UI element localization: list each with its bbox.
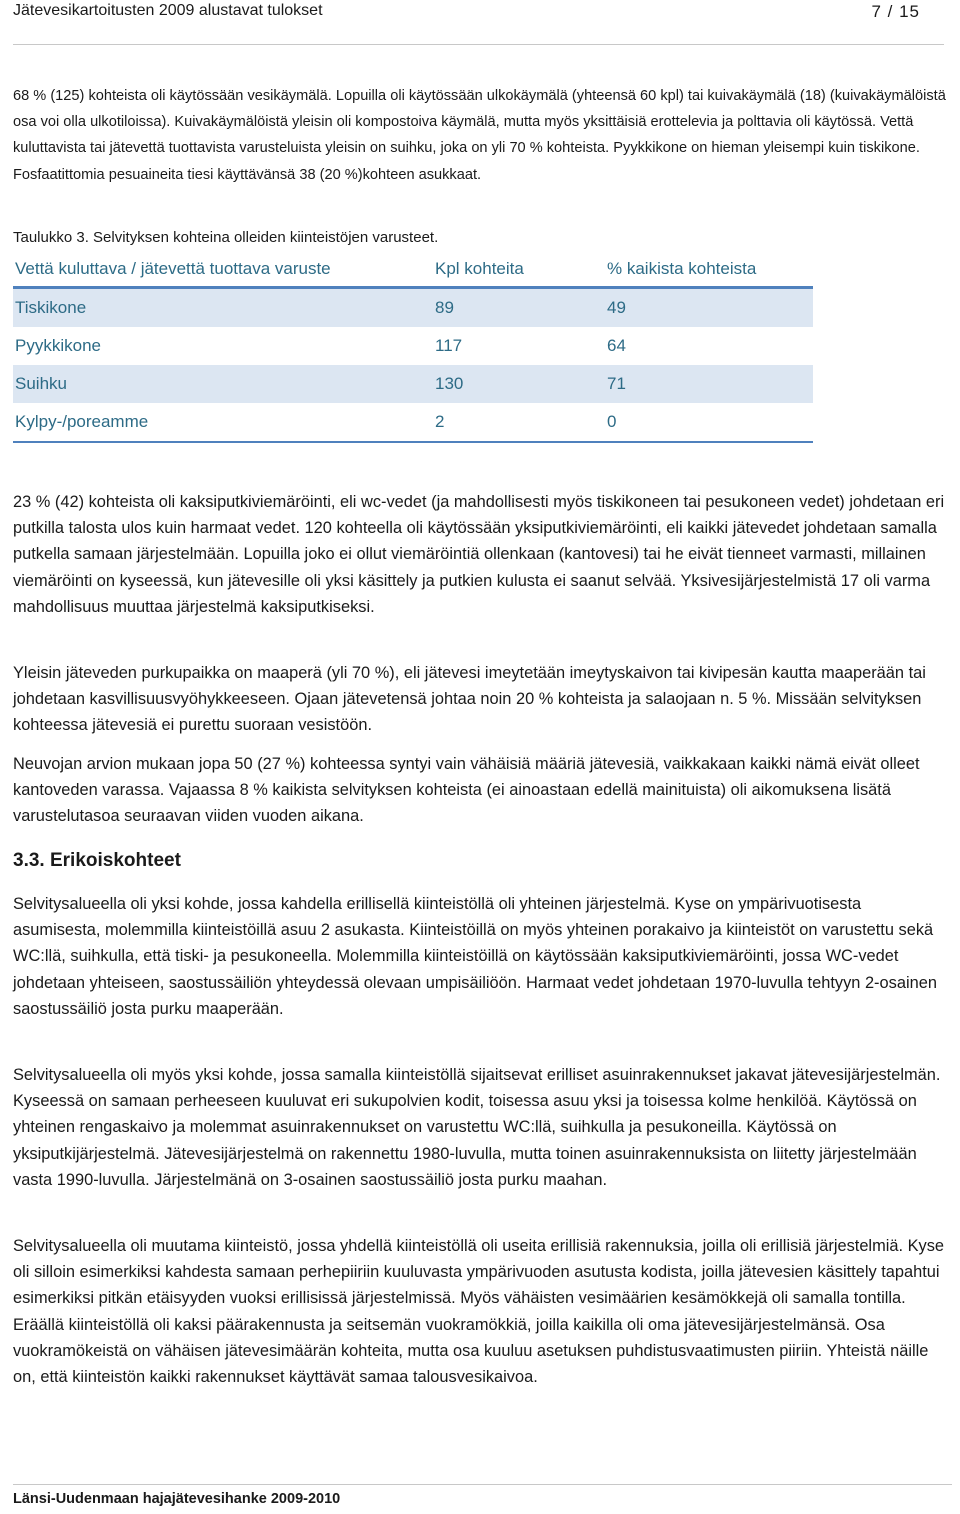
paragraph-special-1: Selvitysalueella oli yksi kohde, jossa kahdella erillisellä kiinteistöllä oli yhteinen järjestelmä. Kyse on ympärivuotisesta asumisesta, molemmilla kiinteistöillä asuu 2 asukasta. Kiinteistöillä on myös yhteinen porakaivo ja kiinteistöt on varustettu sekä WC:llä, suihkulla, että tiski- ja pesukoneella. Molemmilla kiinteistöillä on käytössään kaksiputkiviemäröinti, jossa WC-vedet johdetaan yhteiseen, saostussäiliön yhteydessä olevaan umpisäiliöön. Harmaat vedet johdetaan 1970-luvulla tehtyyn 2-osainen saostussäiliö josta purku maaperään. xyxy=(13,895,937,1018)
paragraph-advisor: Neuvojan arvion mukaan jopa 50 (27 %) kohteessa syntyi vain vähäisiä määriä jätevesiä, vaikkakaan kaikki nämä eivät olleet kantoveden varassa. Vajaassa 8 % kaikista selvityksen kohteista (ei ainoastaan edellä mainituista) oli aikomuksena lisätä varustelutasoa seuraavan viiden vuoden aikana. xyxy=(13,755,920,826)
column-header: Kpl kohteita xyxy=(433,252,605,288)
table-row xyxy=(13,327,813,365)
page-number: 7 / 15 xyxy=(871,2,920,21)
table-cell: Kylpy-/poreamme xyxy=(13,403,433,442)
table-cell: 2 xyxy=(433,403,605,442)
table-header-row xyxy=(13,252,813,288)
table-row xyxy=(13,403,813,442)
section-heading: 3.3. Erikoiskohteet xyxy=(13,850,181,871)
table-cell: Suihku xyxy=(13,365,433,403)
table-cell: Pyykkikone xyxy=(15,336,101,355)
column-header: Vettä kuluttava / jätevettä tuottava varuste xyxy=(13,252,433,288)
table-cell: Tiskikone xyxy=(13,288,433,328)
footer-text: Länsi-Uudenmaan hajajätevesihanke 2009-2010 xyxy=(13,1491,341,1507)
table-cell: 89 xyxy=(433,288,605,328)
table-cell: 0 xyxy=(605,403,813,442)
table-row xyxy=(13,288,813,328)
table-cell: 130 xyxy=(433,365,605,403)
header-title: Jätevesikartoitusten 2009 alustavat tulokset xyxy=(13,2,323,19)
table-caption: Taulukko 3. Selvityksen kohteina olleiden kiinteistöjen varusteet. xyxy=(13,229,439,246)
paragraph-discharge: Yleisin jäteveden purkupaikka on maaperä (yli 70 %), eli jätevesi imeytetään imeytyskaivon tai kivipesän kautta maaperään tai johdetaan kasvillisuusvyöhykkeeseen. Ojaan jätevetensä johtaa noin 20 % kohteista ja salaojaan n. 5 %. Missään selvityksen kohteessa jätevesiä ei purettu suoraan vesistöön. xyxy=(13,664,926,735)
table-cell: 49 xyxy=(605,288,813,328)
table-row xyxy=(13,365,813,403)
paragraph-drainage: 23 % (42) kohteista oli kaksiputkiviemäröinti, eli wc-vedet (ja mahdollisesti myös tiskikoneen tai pesukoneen vedet) johdetaan eri putkilla talosta ulos kuin harmaat vedet. 120 kohteella oli käytössään yksiputkiviemäröinti, eli kaikki jätevedet johdetaan samalla putkella samaan järjestelmään. Lopuilla joko ei ollut viemäröintiä ollenkaan (kantovesi) tai he eivät tienneet varmasti, millainen viemäröinti on kyseessä, kun jätevesille oli yksi käsittely ja putkien kulusta ei saanut selvää. Yksivesijärjestelmistä 17 oli varma mahdollisuus muuttaa järjestelmä kaksiputkiseksi. xyxy=(13,493,945,616)
table-cell: 64 xyxy=(607,336,626,355)
table-cell: 117 xyxy=(435,336,463,355)
paragraph-special-3: Selvitysalueella oli muutama kiinteistö, jossa yhdellä kiinteistöllä oli useita erillisiä rakennuksia, joilla oli erillisiä järjestelmiä. Kyse oli silloin esimerkiksi kahdesta samaan perhepiiriin kuuluvasta ympärivuoden asutusta kodista, joilla jätevesien käsittely tapahtui esimerkiksi pitkän etäisyyden vuoksi erillisissä järjestelmissä. Myös vähäisten vesimäärien kesämökkejä oli samalla tontilla. Eräällä kiinteistöllä oli kaksi päärakennusta ja seitsemän vuokramökkiä, joilla kaikilla oli oma jätevesijärjestelmänsä. Osa vuokramökeistä on vähäisen jätevesimäärän kohteita, mutta osa kuuluu asetuksen puhdistusvaatimusten piiriin. Yhteistä näille on, että kiinteistön kaikki rakennukset käyttävät samaa talousvesikaivoa. xyxy=(13,1237,945,1387)
paragraph-special-2: Selvitysalueella oli myös yksi kohde, jossa samalla kiinteistöllä sijaitsevat erilliset asuinrakennukset jakavat jätevesijärjestelmän. Kyseessä on samaan perheeseen kuuluvat eri sukupolvien kodit, toisessa asuu yksi ja toisessa kolme henkilöä. Käytössä on yhteinen rengaskaivo ja molemmat asuinrakennukset on varustettu WC:llä, suihkulla ja pesukoneilla. Käytössä on yksiputkijärjestelmä. Jätevesijärjestelmä on rakennettu 1980-luvulla, mutta toinen asuinrakennuksista on liitetty järjestelmään vasta 1990-luvulla. Järjestelmänä on 3-osainen saostussäiliö josta purku maahan. xyxy=(13,1066,941,1189)
equipment-table xyxy=(13,252,813,443)
table-cell: 71 xyxy=(605,365,813,403)
page-header xyxy=(13,0,944,45)
column-header: % kaikista kohteista xyxy=(605,252,813,288)
page-footer xyxy=(13,1484,952,1514)
intro-paragraph: 68 % (125) kohteista oli käytössään vesikäymälä. Lopuilla oli käytössään ulkokäymälä (yhteensä 60 kpl) tai kuivakäymälä (18) (kuivakäymälöistä osa voi olla ulkotiloissa). Kuivakäymälöistä yleisin oli kompostoiva käymälä, mutta myös yksittäisiä erottelevia ja polttavia oli käytössä. Vettä kuluttavista tai jätevettä tuottavista varusteluista yleisin on suihku, joka on yli 70 % kohteista. Pyykkikone on hieman yleisempi kuin tiskikone. Fosfaatittomia pesuaineita tiesi käyttävänsä 38 (20 %)kohteen asukkaat. xyxy=(13,88,946,183)
